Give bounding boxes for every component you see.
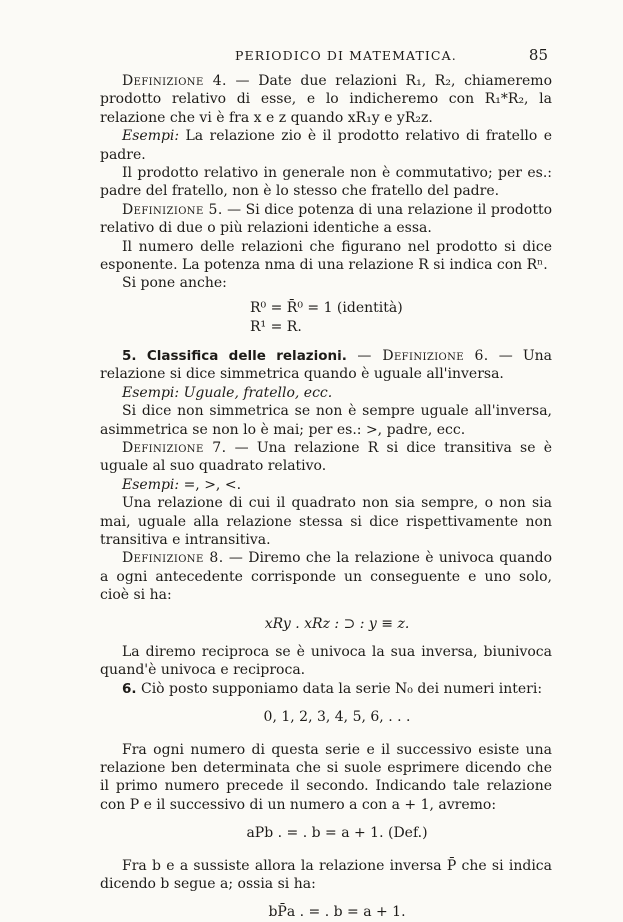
definition-label: Definizione 8.: [122, 550, 224, 567]
formula-row: R¹ = R.: [250, 318, 302, 335]
section-heading: 5. Classifica delle relazioni.: [122, 347, 347, 364]
paragraph-def-8: [100, 549, 552, 604]
journal-title: PERIODICO DI MATEMATICA.: [235, 48, 457, 63]
formula-series: 0, 1, 2, 3, 4, 5, 6, . . .: [263, 709, 411, 726]
definition-label: Definizione 7.: [122, 439, 227, 456]
formula-def-p: aPb . = . b = a + 1. (Def.): [246, 825, 428, 842]
body-text: [100, 72, 552, 922]
paragraph-reciproca: La diremo reciproca se è univoca la sua inversa, biunivoca quand'è univoca e reciproca.: [100, 643, 552, 679]
paragraph-precede: Fra ogni numero di questa serie e il successivo esiste una relazione ben determinata che si suole esprimere dicendo che il primo numero precede il secondo. Indicando tale relazione con P e il successivo di un numero a con a + 1, avremo:: [100, 741, 552, 813]
paragraph-examples: [100, 476, 552, 494]
paragraph-text: — Una relazione si dice simmetrica quando è uguale all'inversa.: [100, 347, 552, 383]
paragraph-text: =, >, <.: [179, 476, 242, 493]
formula-inverse: bP̄a . = . b = a + 1.: [268, 904, 406, 921]
paragraph-text: La relazione zio è il prodotto relativo di fratello e padre.: [100, 128, 552, 163]
paragraph-text: — Diremo che la relazione è univoca quando a ogni antecedente corrisponde un conseguente e uno solo, cioè si ha:: [100, 550, 552, 604]
page-number: 85: [528, 46, 548, 64]
paragraph-def-7: [100, 439, 552, 476]
paragraph-commutative: Il prodotto relativo in generale non è commutativo; per es.: padre del fratello, non è lo stesso che fratello del padre.: [100, 165, 552, 200]
definition-label: Definizione 4.: [122, 73, 227, 89]
examples-label: Esempi:: [122, 384, 180, 401]
formula-identity: [100, 299, 552, 337]
paragraph-def-5: [100, 201, 552, 238]
formula-univoca: xRy . xRz : ⊃ : y ≡ z.: [264, 615, 410, 632]
section-5: [100, 347, 552, 384]
paragraph-examples: [100, 384, 552, 402]
paragraph-si-pone: Si pone anche:: [122, 275, 227, 292]
definition-label: Definizione 5.: [122, 201, 223, 218]
examples-label: Esempi:: [122, 476, 180, 493]
paragraph-def-4: [100, 72, 552, 127]
paragraph-text: Ciò posto supponiamo data la serie N₀ dei numeri interi:: [136, 680, 543, 697]
paragraph-non-simmetrica: Si dice non simmetrica se non è sempre uguale all'inversa, asimmetrica se non lo è mai; per es.: >, padre, ecc.: [100, 403, 552, 438]
paragraph-text: — Si dice potenza di una relazione il prodotto relativo di due o più relazioni identiche a essa.: [100, 201, 552, 237]
examples-label: Esempi:: [122, 128, 180, 145]
section-heading: 6.: [122, 680, 137, 697]
paragraph-transitiva: Una relazione di cui il quadrato non sia sempre, o non sia mai, uguale alla relazione stessa si dice rispettivamente non transitiva e intransitiva.: [100, 495, 552, 548]
paragraph-examples: [100, 127, 552, 164]
section-6: [100, 680, 552, 698]
paragraph-exponent: Il numero delle relazioni che figurano nel prodotto si dice esponente. La potenza nma di una relazione R si indica con Rⁿ.: [100, 238, 552, 274]
paragraph-text: — Date due relazioni R₁, R₂, chiameremo prodotto relativo di esse, e lo indicheremo con R₁*R₂, la relazione che vi è fra x e z quando xR₁y e yR₂z.: [100, 73, 553, 126]
definition-label: — Definizione 6.: [346, 347, 489, 364]
paragraph-segue: Fra b e a sussiste allora la relazione inversa P̄ che si indica dicendo b segue a; ossia si ha:: [100, 857, 552, 893]
formula-row: R⁰ = R̄⁰ = 1 (identità): [250, 299, 403, 316]
paragraph-text: Uguale, fratello, ecc.: [179, 384, 333, 401]
paragraph-text: — Una relazione R si dice transitiva se è uguale al suo quadrato relativo.: [100, 439, 552, 475]
